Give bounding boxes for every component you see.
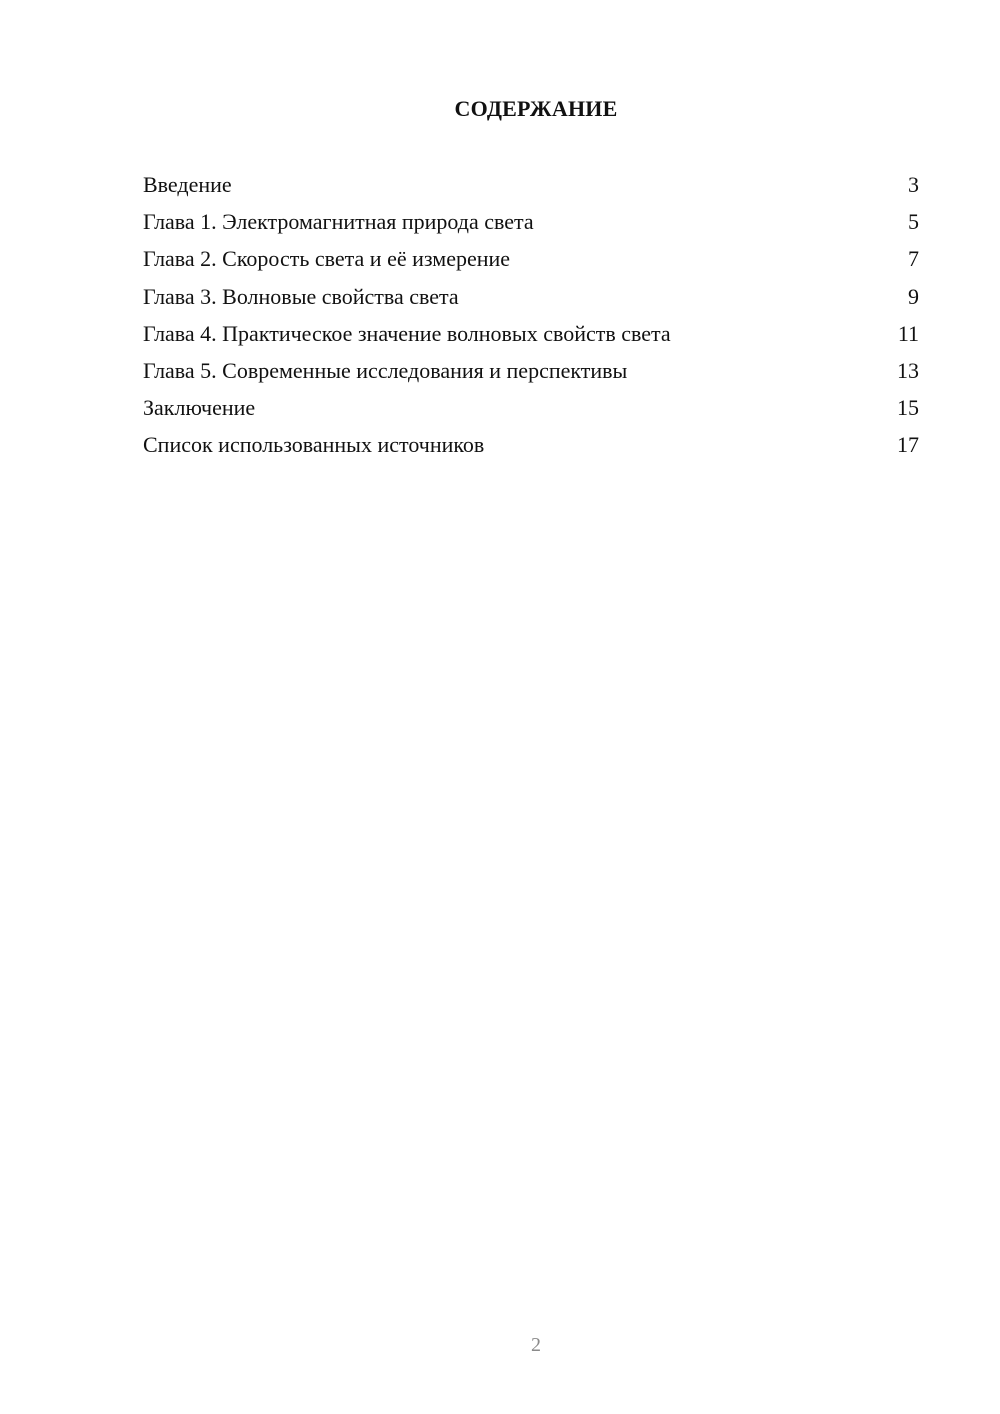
toc-entry-page: 11: [897, 320, 919, 346]
toc-entry-label: Глава 5. Современные исследования и перспективы: [143, 357, 628, 383]
toc-entry-label: Глава 4. Практическое значение волновых свойств света: [143, 320, 671, 346]
toc-entry-page: 17: [897, 432, 919, 458]
toc-entry-label: Заключение: [143, 395, 256, 421]
toc-entry-label: Список использованных источников: [143, 432, 485, 458]
toc-entry-label: Глава 2. Скорость света и её измерение: [143, 246, 511, 272]
toc-entry-page: 15: [897, 395, 919, 421]
toc-entry-chapter-3[interactable]: [143, 282, 919, 319]
toc-entry-page: 7: [908, 246, 919, 272]
toc-entry-chapter-4[interactable]: [143, 319, 919, 356]
toc-entry-page: 9: [908, 283, 919, 309]
toc-entry-page: 13: [897, 357, 919, 383]
toc-entry-chapter-5[interactable]: [143, 356, 919, 393]
toc-entry-page: 3: [908, 172, 919, 197]
toc-entry-chapter-1[interactable]: [143, 207, 919, 244]
table-of-contents: [143, 170, 919, 468]
toc-entry-label: Введение: [143, 172, 232, 197]
toc-entry-chapter-2[interactable]: [143, 244, 919, 281]
toc-entry-references[interactable]: [143, 430, 919, 467]
toc-entry-introduction[interactable]: [143, 170, 919, 207]
page-number: 2: [531, 1334, 541, 1356]
toc-entry-conclusion[interactable]: [143, 393, 919, 430]
toc-entry-label: Глава 1. Электромагнитная природа света: [143, 209, 534, 235]
toc-entry-label: Глава 3. Волновые свойства света: [143, 283, 459, 309]
toc-entry-page: 5: [908, 209, 919, 235]
toc-title: СОДЕРЖАНИЕ: [454, 96, 618, 121]
